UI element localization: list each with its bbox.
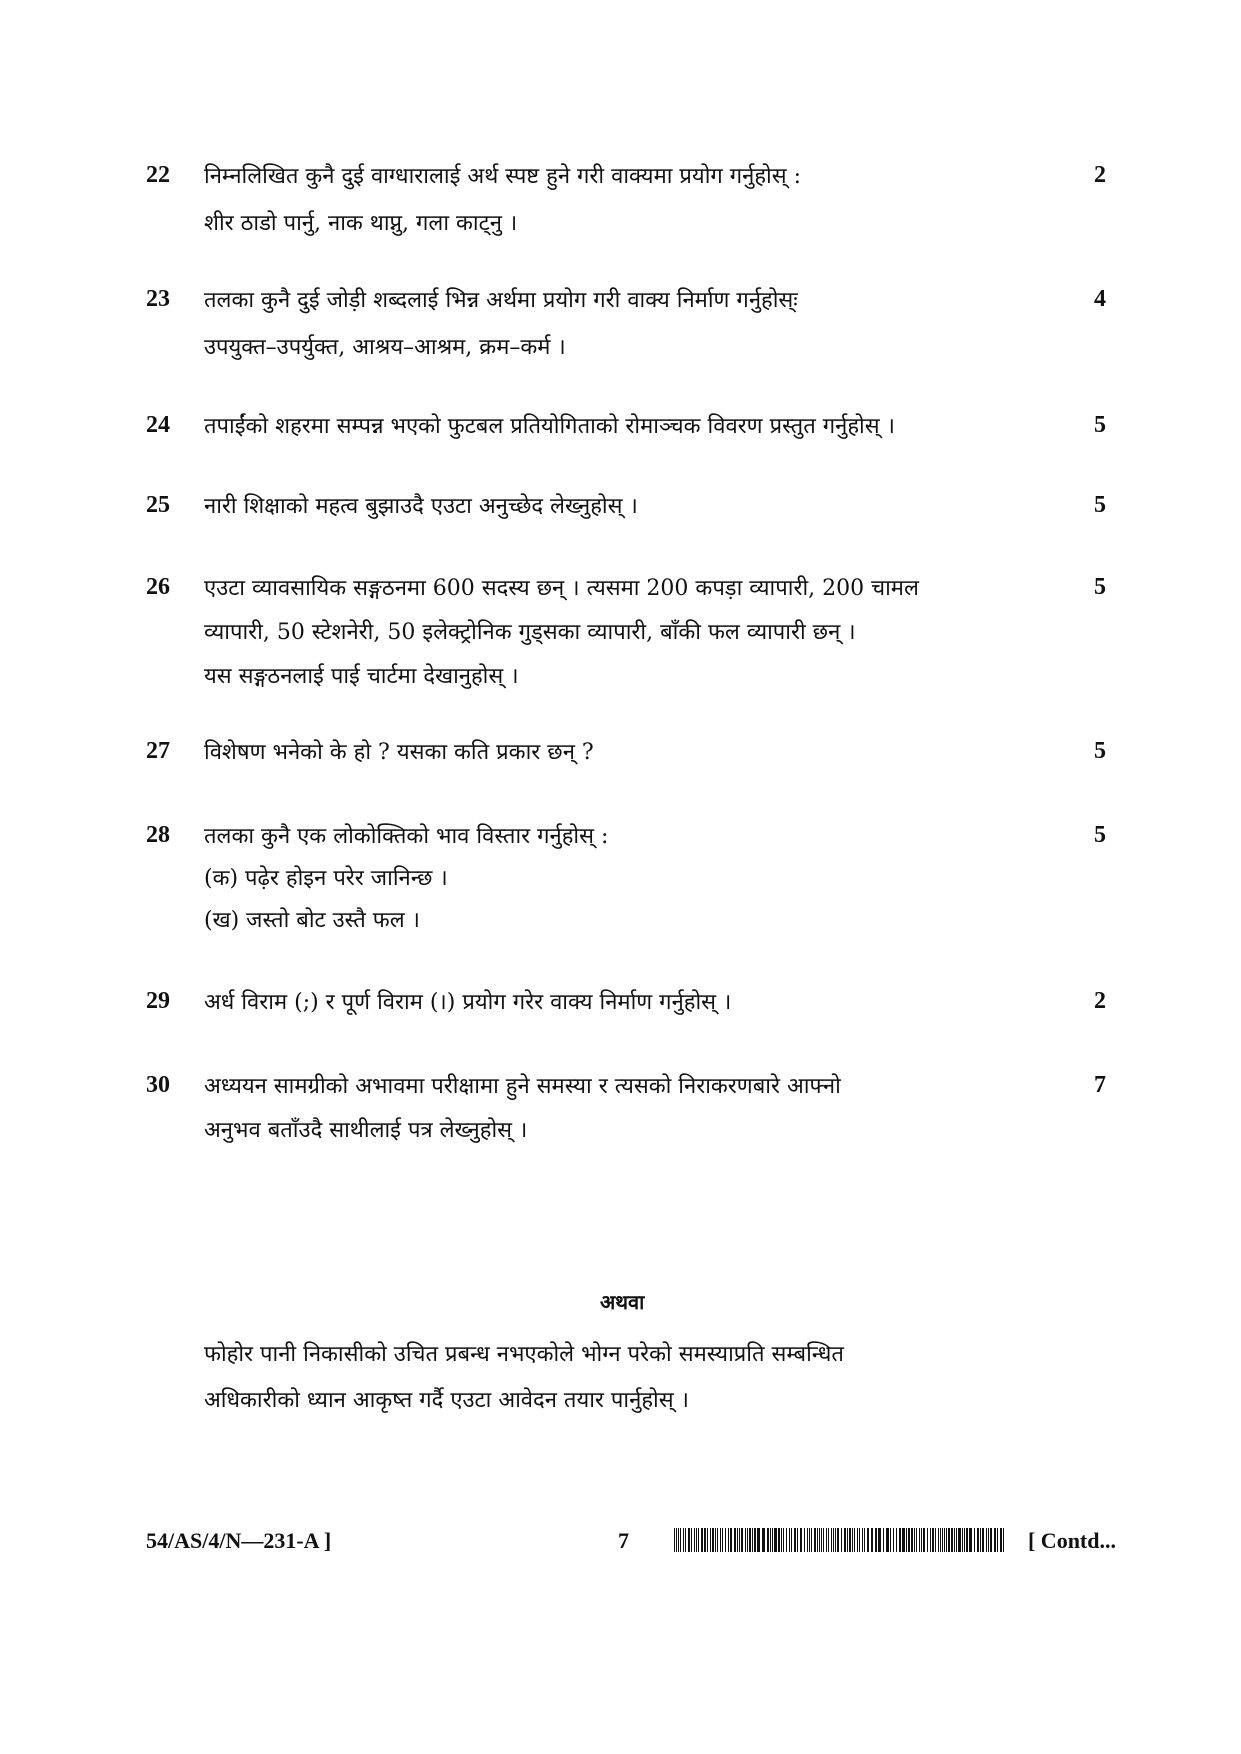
question-number: 28	[146, 822, 170, 848]
question-text	[204, 988, 1064, 1018]
question-line: शीर ठाडो पार्नु, नाक थाप्नु, गला काट्नु ।	[204, 211, 518, 236]
question-23	[146, 286, 1106, 386]
question-22	[146, 162, 1106, 262]
question-line: विशेषण भनेको के हो ? यसका कति प्रकार छन् ?	[204, 740, 594, 765]
question-line: निम्नलिखित कुनै दुई वाग्धारालाई अर्थ स्पष्ट हुने गरी वाक्यमा प्रयोग गर्नुहोस् :	[204, 164, 802, 189]
question-text	[204, 574, 1064, 692]
or-heading: अथवा	[600, 1290, 645, 1314]
question-number: 27	[146, 738, 170, 764]
question-text	[204, 1072, 1064, 1146]
proverb-option: (क) पढ़ेर होइन परेर जानिन्छ ।	[204, 866, 448, 891]
question-number: 29	[146, 988, 170, 1014]
page-number: 7	[618, 1528, 629, 1553]
question-24	[146, 412, 1106, 452]
question-line: अध्ययन सामग्रीको अभावमा परीक्षामा हुने समस्या र त्यसको निराकरणबारे आफ्नो	[204, 1074, 841, 1099]
question-marks: 2	[1094, 988, 1106, 1014]
continued-label: [ Contd...	[1027, 1528, 1116, 1553]
question-line: नारी शिक्षाको महत्व बुझाउदै एउटा अनुच्छेद लेख्नुहोस् ।	[204, 494, 638, 519]
question-line: तलका कुनै दुई जोड़ी शब्दलाई भिन्न अर्थमा प्रयोग गरी वाक्य निर्माण गर्नुहोस्ः	[204, 288, 798, 313]
page-footer	[146, 1524, 1116, 1564]
question-26	[146, 574, 1106, 724]
proverb-option: (ख) जस्तो बोट उस्तै फल ।	[204, 908, 420, 933]
question-marks: 5	[1094, 492, 1106, 518]
question-marks: 5	[1094, 574, 1106, 600]
question-line: फोहोर पानी निकासीको उचित प्रबन्ध नभएकोले भोग्न परेको समस्याप्रति सम्बन्धित	[204, 1342, 844, 1367]
question-number: 26	[146, 574, 170, 600]
question-number: 30	[146, 1072, 170, 1098]
question-number: 25	[146, 492, 170, 518]
question-line: अर्ध विराम (;) र पूर्ण विराम (।) प्रयोग गरेर वाक्य निर्माण गर्नुहोस् ।	[204, 990, 732, 1015]
question-text	[204, 492, 1064, 522]
question-marks: 7	[1094, 1072, 1106, 1098]
question-line: एउटा व्यावसायिक सङ्गठनमा 600 सदस्य छन् । त्यसमा 200 कपड़ा व्यापारी, 200 चामल	[204, 576, 919, 601]
question-marks: 2	[1094, 162, 1106, 188]
question-marks: 4	[1094, 286, 1106, 312]
question-number: 24	[146, 412, 170, 438]
question-text	[204, 738, 1064, 768]
question-number: 23	[146, 286, 170, 312]
question-29	[146, 988, 1106, 1028]
question-line: अधिकारीको ध्यान आकृष्त गर्दै एउटा आवेदन तयार पार्नुहोस् ।	[204, 1388, 689, 1413]
paper-code: 54/AS/4/N—231-A ]	[146, 1528, 332, 1553]
question-text	[204, 286, 1064, 370]
question-text	[204, 162, 1064, 246]
question-27	[146, 738, 1106, 778]
question-line: व्यापारी, 50 स्टेशनेरी, 50 इलेक्ट्रोनिक गुड्सका व्यापारी, बाँकी फल व्यापारी छन् ।	[204, 620, 856, 645]
barcode	[674, 1528, 1004, 1552]
question-marks: 5	[1094, 738, 1106, 764]
question-28	[146, 822, 1106, 972]
question-line: तलका कुनै एक लोकोक्तिको भाव विस्तार गर्नुहोस् :	[204, 824, 609, 849]
question-text	[204, 822, 1064, 936]
alternative-question	[204, 1340, 1064, 1416]
question-marks: 5	[1094, 822, 1106, 848]
question-line: यस सङ्गठनलाई पाई चार्टमा देखानुहोस् ।	[204, 664, 519, 689]
question-30	[146, 1072, 1106, 1172]
question-line: तपाईंको शहरमा सम्पन्न भएको फुटबल प्रतियोगिताको रोमाञ्चक विवरण प्रस्तुत गर्नुहोस् ।	[204, 414, 895, 439]
question-line: उपयुक्त–उपर्युक्त, आश्रय–आश्रम, क्रम–कर्म ।	[204, 335, 566, 360]
question-marks: 5	[1094, 412, 1106, 438]
question-text	[204, 412, 1064, 442]
question-number: 22	[146, 162, 170, 188]
question-25	[146, 492, 1106, 532]
question-line: अनुभव बताँउदै साथीलाई पत्र लेख्नुहोस् ।	[204, 1118, 528, 1143]
